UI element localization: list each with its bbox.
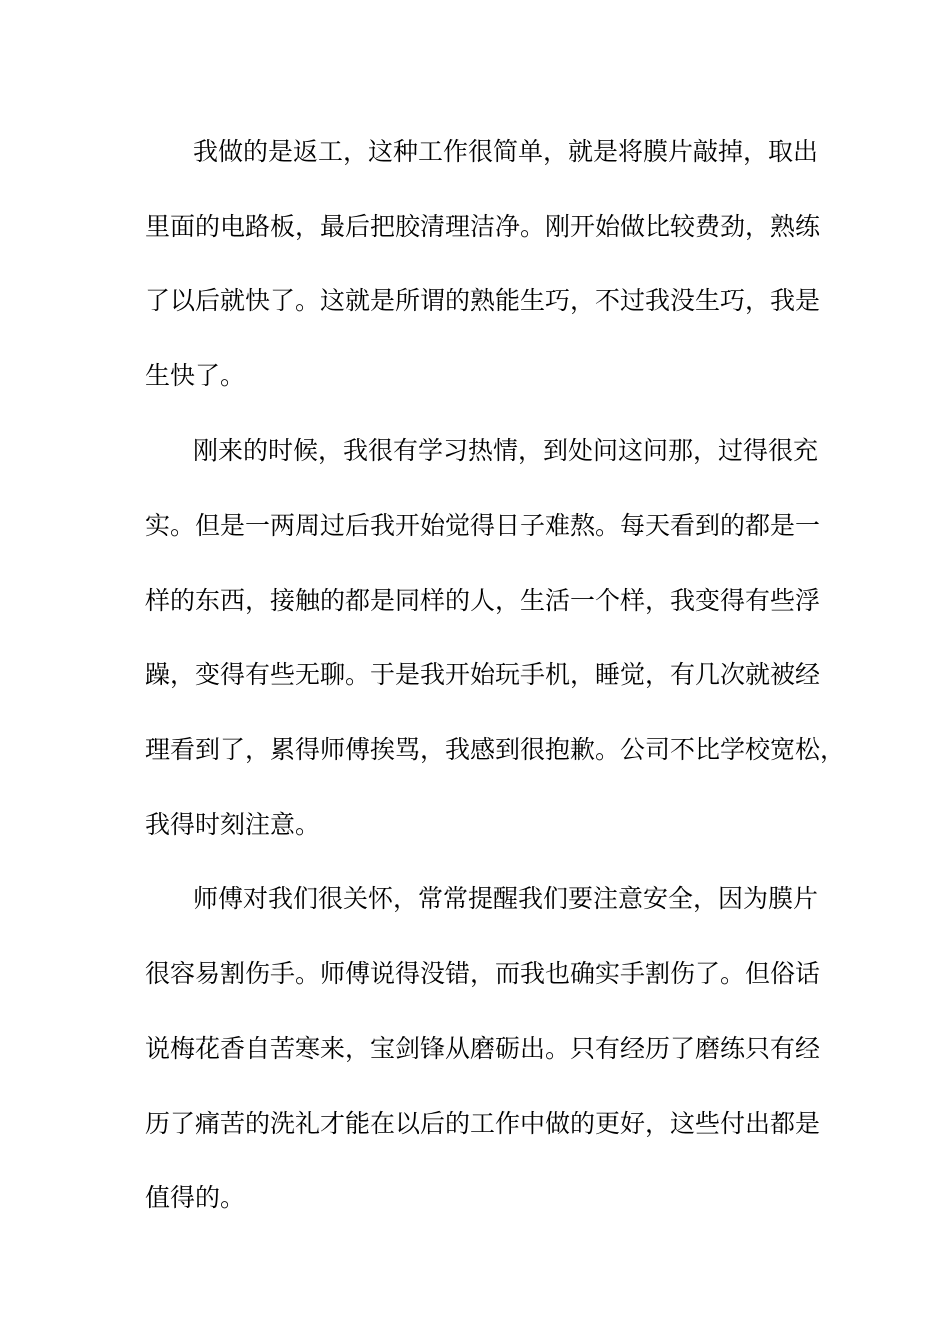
paragraph-1-line-2: 里面的电路板，最后把胶清理洁净。刚开始做比较费劲，熟练: [145, 212, 821, 241]
paragraph-2-line-4: 躁，变得有些无聊。于是我开始玩手机，睡觉，有几次就被经: [145, 660, 821, 689]
paragraph-3-line-2: 很容易割伤手。师傅说得没错，而我也确实手割伤了。但俗话: [145, 959, 821, 988]
paragraph-2-line-3: 样的东西，接触的都是同样的人，生活一个样，我变得有些浮: [145, 586, 821, 615]
paragraph-3-line-1: 师傅对我们很关怀，常常提醒我们要注意安全，因为膜片: [193, 884, 819, 913]
paragraph-1-line-4: 生快了。: [145, 361, 246, 390]
paragraph-3-line-4: 历了痛苦的洗礼才能在以后的工作中做的更好，这些付出都是: [145, 1109, 821, 1138]
paragraph-3-line-3: 说梅花香自苦寒来，宝剑锋从磨砺出。只有经历了磨练只有经: [145, 1034, 821, 1063]
paragraph-3-line-5: 值得的。: [145, 1183, 246, 1212]
paragraph-2-line-2: 实。但是一两周过后我开始觉得日子难熬。每天看到的都是一: [145, 511, 821, 540]
paragraph-1-line-1: 我做的是返工，这种工作很简单，就是将膜片敲掉，取出: [193, 137, 819, 166]
paragraph-2-line-6: 我得时刻注意。: [145, 810, 321, 839]
paragraph-1-line-3: 了以后就快了。这就是所谓的熟能生巧，不过我没生巧，我是: [145, 286, 821, 315]
paragraph-2-line-1: 刚来的时候，我很有学习热情，到处问这问那，过得很充: [193, 436, 819, 465]
paragraph-2-line-5: 理看到了，累得师傅挨骂，我感到很抱歉。公司不比学校宽松，: [145, 735, 846, 764]
